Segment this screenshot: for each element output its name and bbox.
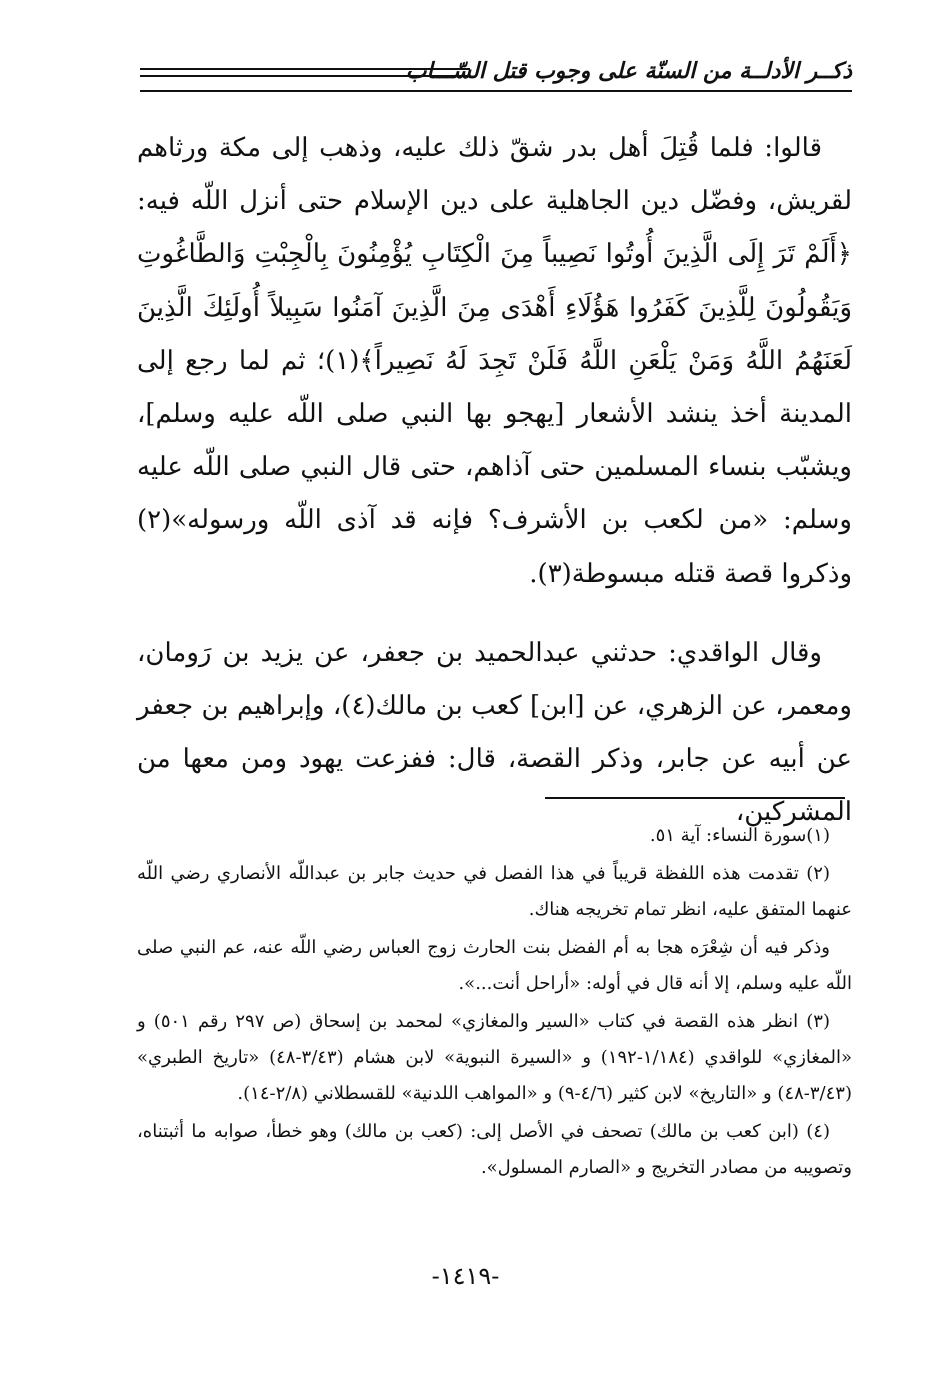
footnote-4: (٤) (ابن كعب بن مالك) تصحف في الأصل إلى: (كعب بن مالك) وهو خطأ، صوابه ما أثبتناه، وتصويبه من مصادر التخريج و «الصارم المسلول». (137, 1121, 852, 1178)
footnotes (137, 818, 852, 1186)
main-paragraph-1: قالوا: فلما قُتِلَ أهل بدر شقّ ذلك عليه، وذهب إلى مكة ورثاهم لقريش، وفضّل دين الجاهلية على دين الإسلام حتى أنزل اللّه فيه: ﴿أَلَمْ تَرَ إِلَى الَّذِينَ أُوتُوا نَصِيباً مِنَ الْكِتَابِ يُؤْمِنُونَ بِالْجِبْتِ وَالطَّاغُوتِ وَيَقُولُونَ لِلَّذِينَ كَفَرُوا هَؤُلَاءِ أَهْدَى مِنَ الَّذِينَ آمَنُوا سَبِيلاً أُولَئِكَ الَّذِينَ لَعَنَهُمُ اللَّهُ وَمَنْ يَلْعَنِ اللَّهُ فَلَنْ تَجِدَ لَهُ نَصِيراً﴾(١)؛ ثم لما رجع إلى المدينة أخذ ينشد الأشعار [يهجو بها النبي صلى اللّه عليه وسلم]، ويشبّب بنساء المسلمين حتى آذاهم، حتى قال النبي صلى اللّه عليه وسلم: «من لكعب بن الأشرف؟ فإنه قد آذى اللّه ورسوله»(٢) وذكروا قصة قتله مبسوطة(٣). (137, 133, 853, 589)
page-number: -١٤١٩- (431, 1262, 500, 1290)
header-rule-bottom (140, 90, 852, 92)
main-paragraph-2: وقال الواقدي: حدثني عبدالحميد بن جعفر، عن يزيد بن رَومان، ومعمر، عن الزهري، عن [ابن] كعب بن مالك(٤)، وإبراهيم بن جعفر عن أبيه عن جابر، وذكر القصة، قال: ففزعت يهود ومن معها من المشركين، (137, 637, 852, 828)
running-header (140, 56, 852, 92)
main-text (137, 122, 852, 840)
footnote-separator (545, 797, 845, 799)
running-header-title: ذكــر الأدلــة من السنّة على وجوب قتل السّـــاب (405, 58, 852, 84)
footnote-1: (١)سورة النساء: آية ٥١. (649, 825, 830, 846)
footnote-3: (٣) انظر هذه القصة في كتاب «السير والمغازي» لمحمد بن إسحاق (ص ٢٩٧ رقم ٥٠١) و «المغازي» للواقدي (١/١٨٤-١٩٢) و «السيرة النبوية» لابن هشام (٣/٤٣-٤٨) «تاريخ الطبري» (٣/٤٣-٤٨) و «التاريخ» لابن كثير (٤/٦-٩) و «المواهب اللدنية» للقسطلاني (٢/٨-١٤). (137, 1011, 852, 1104)
footnote-2: (٢) تقدمت هذه اللفظة قريباً في هذا الفصل في حديث جابر بن عبداللّه الأنصاري رضي اللّه عنهما المتفق عليه، انظر تمام تخريجه هناك. (137, 863, 852, 920)
footnote-2-continued: وذكر فيه أن شِعْرَه هجا به أم الفضل بنت الحارث زوج العباس رضي اللّه عنه، عم النبي صلى اللّه عليه وسلم، إلا أنه قال في أوله: «أراحل أنت...». (137, 937, 852, 994)
